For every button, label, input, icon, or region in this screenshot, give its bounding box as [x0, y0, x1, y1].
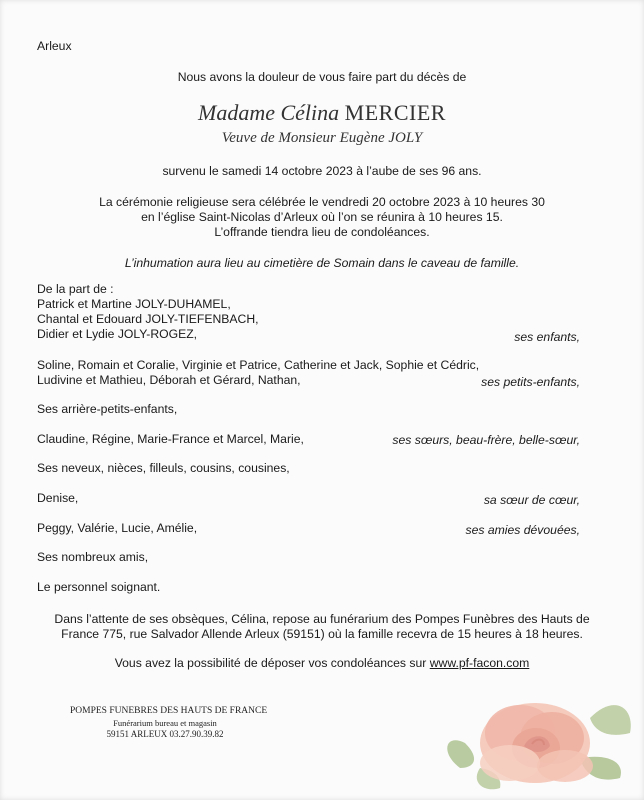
place: Arleux [37, 39, 72, 53]
staff-line: Le personnel soignant. [37, 580, 161, 594]
nephews-line: Ses neveux, nièces, filleuls, cousins, cousines, [37, 461, 290, 475]
friends-named-line: Peggy, Valérie, Lucie, Amélie, [37, 521, 198, 535]
petal-shape [480, 745, 540, 781]
rose-icon [440, 688, 640, 798]
burial-line: L’inhumation aura lieu au cimetière de Somain dans le caveau de famille. [124, 256, 520, 270]
widow-line: Veuve de Monsieur Eugène JOLY [221, 130, 423, 146]
grandchildren-role: ses petits-enfants, [481, 375, 580, 389]
leaf-shape [447, 740, 474, 768]
friends-named-role: ses amies dévouées, [465, 523, 580, 537]
condolences-link[interactable]: www.pf-facon.com [429, 656, 530, 670]
footer-subtitle: Funérarium bureau et magasin [113, 718, 217, 728]
deceased-name [0, 100, 644, 126]
condolences-line [0, 656, 644, 671]
footer-address: 59151 ARLEUX 03.27.90.39.82 [106, 729, 224, 739]
ceremony-line-3: L’offrande tiendra lieu de condoléances. [214, 225, 430, 239]
condolences-text: Vous avez la possibilité de déposer vos condoléances sur [114, 656, 430, 670]
siblings-line: Claudine, Régine, Marie-France et Marcel, Marie, [37, 432, 304, 446]
petal-shape [537, 750, 593, 782]
footer-company: POMPES FUNEBRES DES HAUTS DE FRANCE [70, 706, 268, 716]
leaf-shape [590, 705, 631, 735]
child-line: Patrick et Martine JOLY-DUHAMEL, [37, 297, 231, 311]
heart-sister-line: Denise, [37, 491, 79, 505]
ceremony-line-1: La cérémonie religieuse sera célébrée le vendredi 20 octobre 2023 à 10 heures 30 [99, 195, 545, 209]
ceremony-line-2: en l’église Saint-Nicolas d’Arleux où l’on se réunira à 10 heures 15. [141, 210, 503, 224]
children-role: ses enfants, [514, 330, 580, 344]
great-grandchildren-line: Ses arrière-petits-enfants, [37, 402, 178, 416]
child-line: Didier et Lydie JOLY-ROGEZ, [37, 327, 198, 341]
heart-sister-role: sa sœur de cœur, [483, 493, 580, 507]
intro-line: Nous avons la douleur de vous faire part du décès de [177, 70, 467, 84]
death-line: survenu le samedi 14 octobre 2023 à l’aube de ses 96 ans. [162, 164, 482, 178]
family-intro: De la part de : [37, 282, 114, 296]
friends-line: Ses nombreux amis, [37, 550, 149, 564]
grandchildren-line: Soline, Romain et Coralie, Virginie et Patrice, Catherine et Jack, Sophie et Cédric, [37, 358, 480, 372]
siblings-role: ses sœurs, beau-frère, belle-sœur, [392, 433, 580, 447]
deceased-surname: MERCIER [344, 100, 446, 125]
grandchildren-line: Ludivine et Mathieu, Déborah et Gérard, Nathan, [37, 373, 301, 387]
deceased-name-prefix: Madame Célina [198, 100, 345, 125]
rest-line-1: Dans l’attente de ses obsèques, Célina, repose au funérarium des Pompes Funèbres des Hauts de [54, 612, 590, 626]
rest-line-2: France 775, rue Salvador Allende Arleux (59151) où la famille recevra de 15 heures à 18 heures. [61, 627, 583, 641]
child-line: Chantal et Edouard JOLY-TIEFENBACH, [37, 312, 259, 326]
